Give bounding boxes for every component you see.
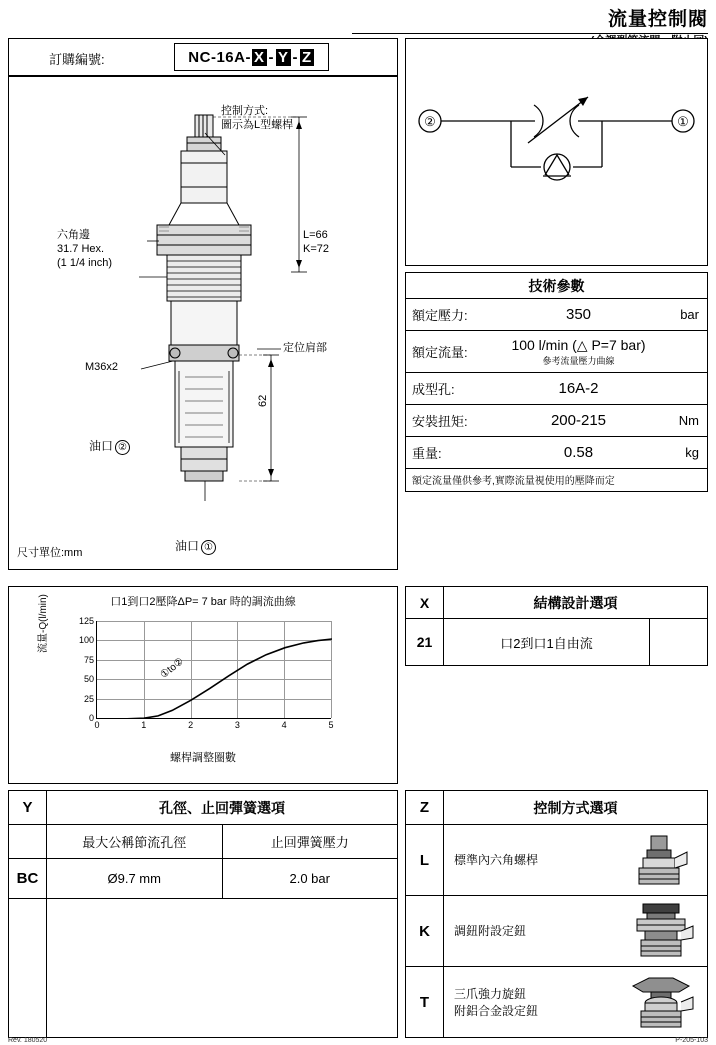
x-option-desc: 口2到口1自由流: [500, 635, 593, 651]
z-table-header-row: [406, 791, 707, 825]
y-table-title: 孔徑、止回彈簧選項: [159, 799, 285, 816]
z-option-desc-line1: 調鈕附設定鈕: [454, 923, 527, 938]
chart-xtick: 0: [94, 720, 100, 730]
z-option-desc-line1: 標準內六角螺桿: [454, 852, 539, 867]
z-option-desc: [444, 896, 615, 966]
flow-curve-chart-box: [8, 586, 398, 784]
spec-value-group: [498, 337, 659, 367]
spec-key: 成型孔:: [412, 382, 455, 397]
hydraulic-symbol: [406, 39, 707, 265]
y-option-spring: 2.0 bar: [289, 871, 330, 886]
y-table-key: Y: [9, 791, 47, 824]
z-table-row-l[interactable]: [406, 825, 707, 896]
y-option-bore: Ø9.7 mm: [47, 859, 223, 898]
chart-xtick: 5: [328, 720, 334, 730]
chart-ytick: 75: [83, 654, 94, 665]
hex-note: [57, 229, 112, 270]
hex-screw-icon: [621, 830, 701, 890]
y-table-header-row: [9, 791, 397, 825]
dim-l-label: L=66: [303, 229, 328, 241]
spec-value-sub: 參考流量壓力曲線: [542, 355, 615, 366]
symbol-port2-text: ②: [424, 114, 436, 129]
port1-circle: ①: [201, 540, 216, 555]
y-col-left-header: 最大公稱節流孔徑: [47, 825, 223, 858]
chart-xlabel: 螺桿調整圈數: [170, 752, 236, 764]
y-empty-body: [47, 899, 397, 1037]
page-title: 流量控制閥: [607, 9, 708, 30]
order-dash-1: -: [268, 48, 274, 66]
port2-label: 油口 ②: [89, 439, 130, 455]
spec-footnote: 額定流量僅供參考,實際流量視使用的壓降而定: [412, 476, 615, 487]
spec-key: 額定流量:: [412, 345, 468, 360]
y-table-row[interactable]: [9, 859, 397, 899]
y-option-code: BC: [9, 859, 47, 898]
ordering-code-label: 訂購編號:: [49, 52, 105, 67]
z-option-code: K: [406, 896, 444, 966]
spec-key: 安裝扭矩:: [412, 414, 468, 429]
order-z: Z: [302, 48, 312, 66]
z-option-desc-line1: 三爪強力旋鈕: [454, 987, 527, 1002]
dim-62-label: 62: [257, 394, 269, 407]
spec-unit: kg: [685, 445, 699, 460]
spec-row-weight: [406, 437, 707, 469]
port2-circle: ②: [115, 440, 130, 455]
footer-right: P-205-103: [675, 1037, 708, 1044]
z-option-desc-line2: 附鋁合金設定鈕: [454, 1003, 539, 1018]
z-option-table: [405, 790, 708, 1038]
z-option-desc: [444, 825, 615, 895]
chart-ytick: 125: [78, 616, 94, 626]
spec-key: 額定壓力:: [412, 308, 468, 323]
x-table-header-row: [406, 587, 707, 619]
cartridge-drawing: [9, 77, 397, 569]
order-dash-2: -: [292, 48, 299, 66]
chart-ytick: 100: [78, 635, 94, 646]
y-option-values: [47, 859, 397, 898]
y-option-table: [8, 790, 398, 1038]
thread-label: M36x2: [85, 361, 119, 373]
chart-ytick: 25: [83, 693, 94, 704]
spec-table: [405, 272, 708, 492]
spec-table-title: 技術參數: [406, 273, 707, 299]
spec-row-torque: [406, 405, 707, 437]
y-table-subheader-row: [9, 825, 397, 859]
order-y: Y: [278, 48, 289, 66]
chart-plot: [78, 616, 334, 730]
spec-value: 100 l/min (△ P=7 bar): [511, 336, 646, 353]
spec-row-flow: [406, 331, 707, 373]
spec-value: 350: [565, 306, 592, 323]
order-prefix: NC-16A-: [188, 48, 251, 66]
cartridge-drawing-box: [8, 76, 398, 570]
x-table-key: X: [406, 587, 444, 618]
y-col-right-header: 止回彈簧壓力: [270, 835, 349, 850]
spec-row-pressure: [406, 299, 707, 331]
z-option-image-l: [615, 825, 707, 895]
control-note-line1: 控制方式:: [221, 105, 269, 117]
chart-xtick: 1: [141, 720, 147, 730]
order-x: X: [253, 48, 265, 66]
locate-shoulder-label: 定位肩部: [283, 342, 327, 354]
hex-note-line3: (1 1/4 inch): [57, 256, 113, 269]
hydraulic-symbol-box: [405, 38, 708, 266]
z-option-image-k: [615, 896, 707, 966]
x-option-code: 21: [406, 619, 444, 665]
chart-title: 口1到口2壓降ΔP= 7 bar 時的調流曲線: [110, 596, 296, 608]
hex-note-line2: 31.7 Hex.: [57, 242, 105, 255]
ordering-code-box: [8, 38, 398, 76]
chart-xtick: 2: [188, 720, 194, 730]
units-note: 尺寸單位:mm: [17, 547, 83, 559]
control-note-line2: 圖示為L型螺桿: [221, 118, 294, 131]
symbol-port1-text: ①: [677, 114, 689, 129]
z-table-title: 控制方式選項: [533, 799, 618, 816]
spec-unit: Nm: [678, 413, 699, 428]
spec-value: 200-215: [550, 412, 607, 429]
spec-value: 0.58: [563, 444, 594, 461]
chart-ytick: 0: [88, 713, 94, 723]
y-empty-key: [9, 899, 47, 1037]
control-note: [221, 105, 293, 133]
three-prong-knob-icon: [621, 972, 701, 1034]
header-divider: [352, 33, 708, 34]
x-option-spacer: [649, 619, 707, 665]
chart-xtick: 4: [281, 720, 287, 730]
x-table-title: 結構設計選項: [533, 594, 618, 611]
x-option-table: [405, 586, 708, 666]
footer-left: Rev. 180520: [8, 1037, 48, 1044]
hex-note-line1: 六角邊: [57, 229, 90, 241]
knob-with-lock-icon: [621, 900, 701, 962]
z-option-desc: [444, 967, 615, 1038]
y-subheader-cells: [47, 825, 397, 858]
z-table-key: Z: [406, 791, 444, 824]
spec-unit: bar: [680, 307, 699, 322]
dim-k-label: K=72: [303, 243, 329, 255]
z-option-code: T: [406, 967, 444, 1038]
chart-ytick: 50: [83, 674, 94, 685]
z-table-row-k[interactable]: [406, 896, 707, 967]
chart-curve: [97, 621, 332, 719]
chart-series-label: ①to②: [158, 656, 186, 681]
x-table-row[interactable]: [406, 619, 707, 665]
ordering-code-value: [174, 43, 329, 71]
y-subheader-spacer: [9, 825, 47, 858]
chart-xtick: 3: [234, 720, 240, 730]
y-table-empty-row: [9, 899, 397, 1037]
port1-label: 油口 ①: [175, 539, 216, 555]
spec-row-cavity: [406, 373, 707, 405]
spec-key: 重量:: [412, 446, 442, 461]
spec-value: 16A-2: [558, 380, 599, 397]
chart-ylabel: 流量-Q(l/min): [38, 594, 49, 653]
z-option-code: L: [406, 825, 444, 895]
z-option-image-t: [615, 967, 707, 1038]
z-table-row-t[interactable]: [406, 967, 707, 1038]
